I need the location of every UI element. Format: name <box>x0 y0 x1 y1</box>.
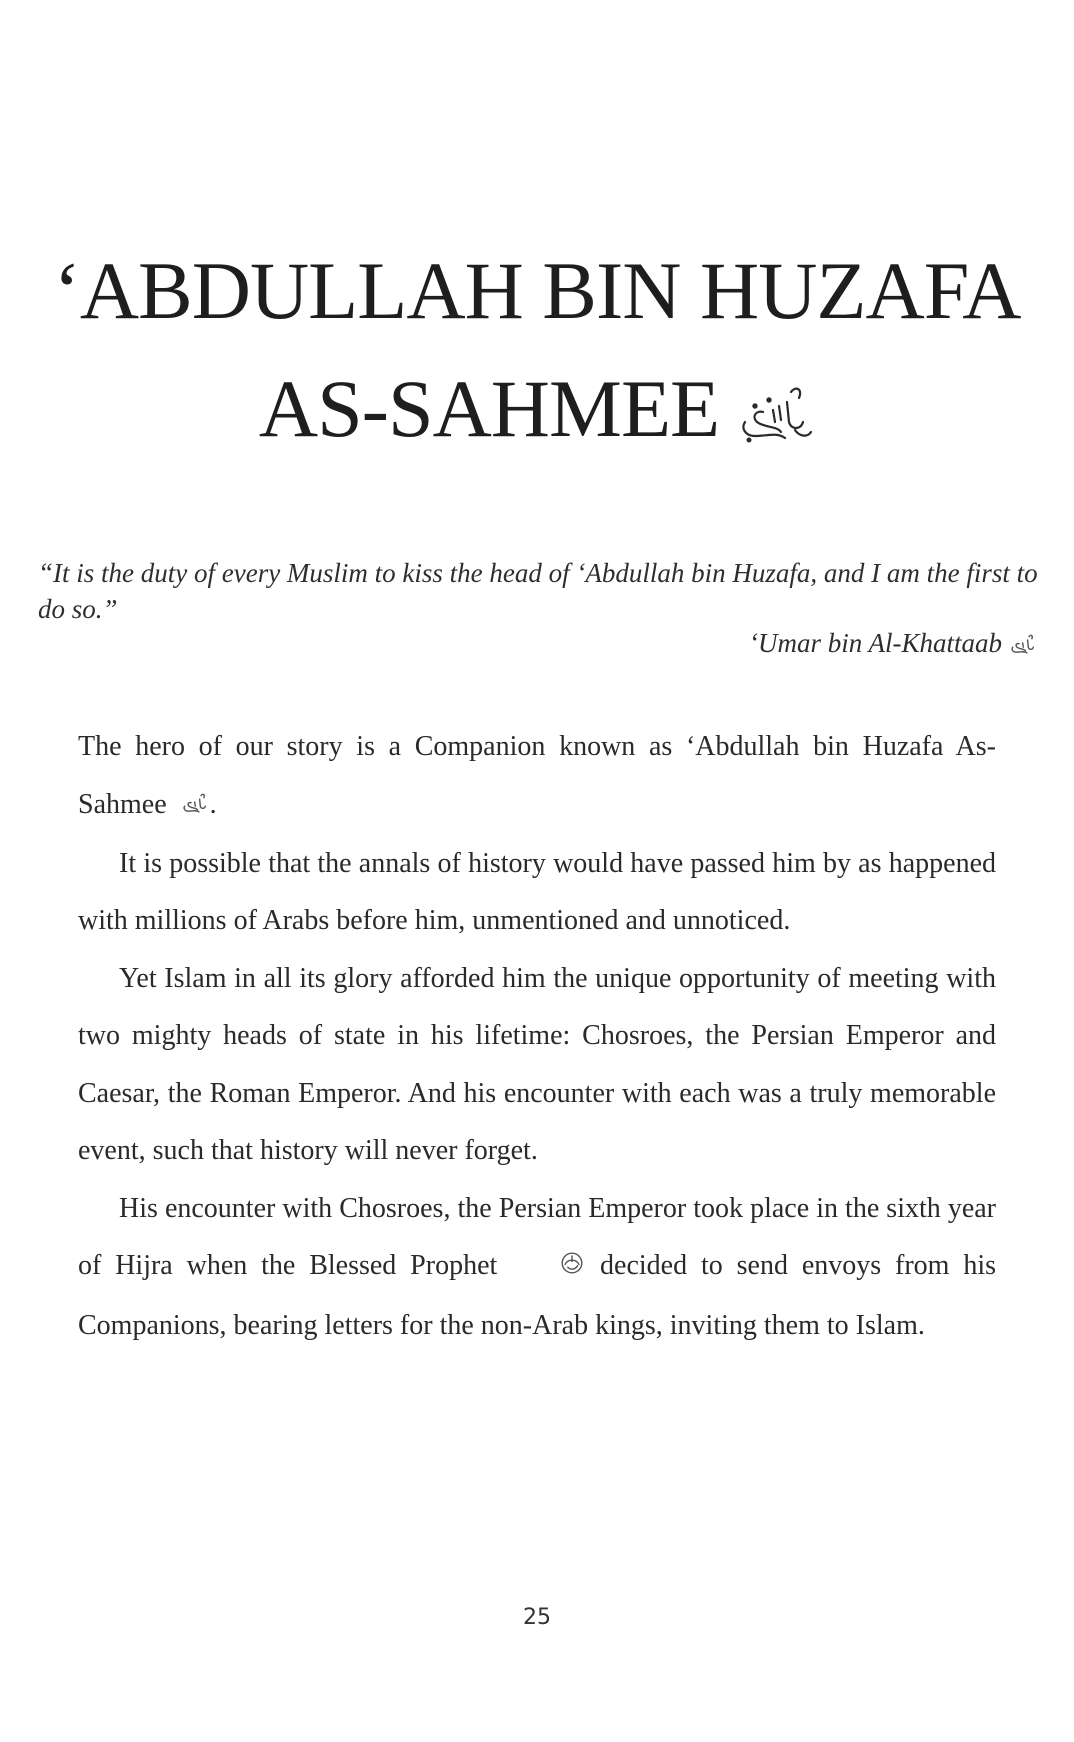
calligraphy-salutation-icon <box>517 1239 586 1297</box>
epigraph-attribution <box>38 625 1038 664</box>
body-text <box>78 718 996 1354</box>
chapter-title-line-1: ‘ABDULLAH BIN HUZAFA <box>53 245 1021 336</box>
epigraph-quote: “It is the duty of every Muslim to kiss the head of ‘Abdullah bin Huzafa, and I am the first to do so.” <box>38 558 1038 624</box>
body-paragraph-1 <box>78 718 996 835</box>
body-paragraph-4 <box>78 1180 996 1354</box>
chapter-title-line-2-text: AS-SAHMEE <box>258 363 720 454</box>
calligraphy-honorific-icon <box>733 376 815 458</box>
paragraph-4-text-a: His encounter with Chosroes, the Persian Emperor took place in the sixth year of Hijra when the Blessed Prophet <box>78 1192 996 1282</box>
body-paragraph-3: Yet Islam in all its glory afforded him the unique opportunity of meeting with two mighty heads of state in his lifetime: Chosroes, the Persian Emperor and Caesar, the Roman Emperor. And his encounter with each was a truly memorable event, such that history will never forget. <box>78 962 996 1167</box>
page-number: 25 <box>523 1605 551 1630</box>
chapter-title-line-2 <box>40 363 1034 458</box>
body-paragraph-2: It is possible that the annals of history would have passed him by as happened with millions of Arabs before him, unmentioned and unnoticed. <box>78 847 996 937</box>
epigraph-attribution-text: ‘Umar bin Al-Khattaab <box>748 628 1002 658</box>
paragraph-1-period: . <box>209 788 217 820</box>
paragraph-1-text: The hero of our story is a Companion known as ‘Abdullah bin Huzafa As-Sahmee <box>78 731 996 820</box>
calligraphy-honorific-icon <box>1008 628 1038 664</box>
calligraphy-honorific-icon <box>180 777 210 835</box>
paragraph-4-text-b: decided to send envoys from his Companions, bearing letters for the non-Arab kings, inviting them to Islam. <box>78 1250 997 1341</box>
